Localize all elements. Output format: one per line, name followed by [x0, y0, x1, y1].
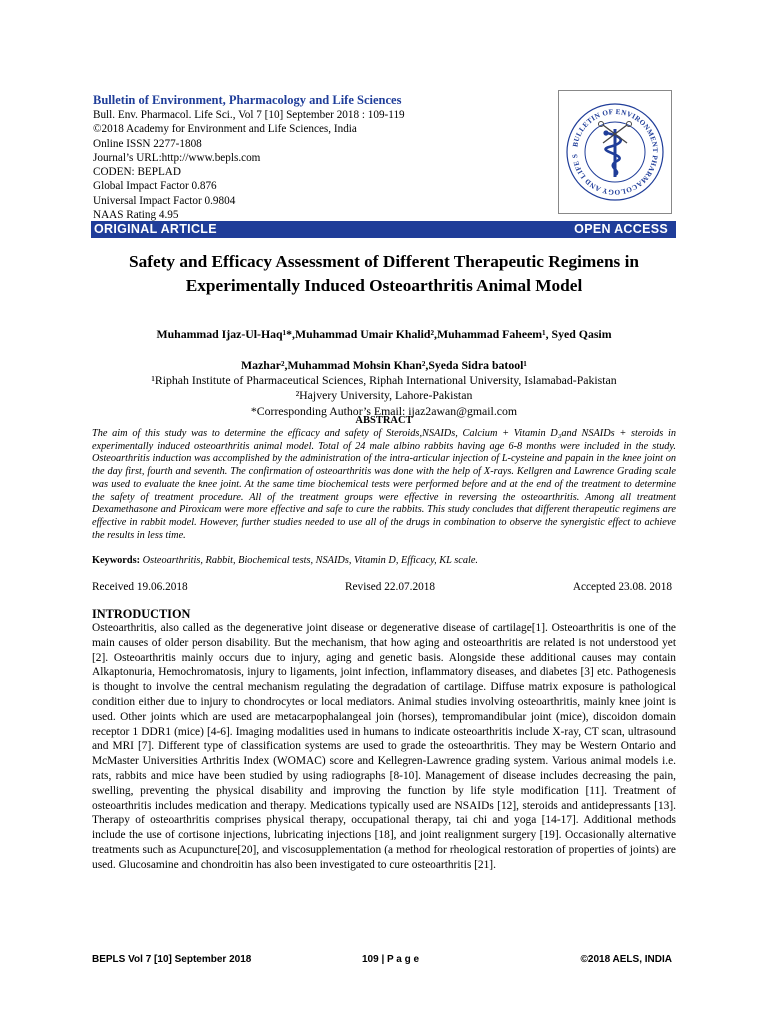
revised-date: Revised 22.07.2018 — [345, 581, 436, 593]
page-footer — [92, 954, 676, 968]
paper-title: Safety and Efficacy Assessment of Different Therapeutic Regimens in Experimentally Induced Osteoarthritis Animal Model — [128, 252, 640, 295]
copyright-line: ©2018 Academy for Environment and Life Sciences, India — [93, 123, 357, 136]
author-line: Muhammad Ijaz-Ul-Haq¹*,Muhammad Umair Khalid²,Muhammad Faheem¹, Syed Qasim — [156, 327, 612, 341]
original-article-label: ORIGINAL ARTICLE — [94, 222, 217, 236]
keywords-text: Osteoarthritis, Rabbit, Biochemical tests, NSAIDs, Vitamin D, Efficacy, KL scale. — [140, 555, 479, 566]
journal-info — [93, 108, 405, 222]
abstract-heading: ABSTRACT — [355, 415, 413, 426]
universal-impact-line: Universal Impact Factor 0.9804 — [93, 194, 236, 207]
affiliations — [92, 358, 676, 419]
issn-line: Online ISSN 2277-1808 — [93, 137, 202, 150]
footer-copyright: ©2018 AELS, INDIA — [580, 954, 672, 965]
page-number: 109 | P a g e — [362, 954, 420, 965]
author-line: Mazhar²,Muhammad Mohsin Khan²,Syeda Sidra batool¹ — [241, 358, 527, 372]
keywords-label: Keywords: — [92, 555, 141, 566]
journal-name: Bulletin of Environment, Pharmacology and Life Sciences — [93, 93, 402, 107]
affiliation-line: ²Hajvery University, Lahore-Pakistan — [295, 388, 473, 403]
article-type-banner — [91, 221, 676, 238]
keywords — [92, 555, 676, 566]
logo-seal-icon — [559, 91, 671, 213]
journal-logo — [558, 90, 672, 214]
abstract-text: The aim of this study was to determine the efficacy and safety of Steroids,NSAIDs, Calcium + Vitamin D₃and NSAIDs + steroids in experimentally induced osteoarthritis animal model. Total of 24 male albino rabbits having age 6-8 months were included in the study. Osteoarthritis induction was accomplished by the administration of the intra-articular injection of L-cysteine and papain in the knee joint on the day first, fourth and seventh. The confirmation of osteoarthritis was done with the help of X-rays. Kellgren and Lawrence Grading scale was used to evaluate the knee joint. At the same time biochemical tests were performed before and at the end of the treatment to determine the safety of treatment procedure. All of the treatment groups were effective in reversing the osteoarthritis. Among all treatment Dexamethasone and Piroxicam were more effective and safe to cure the rabbits. This study concludes that different therapeutic regimens are effective in rabbit model. However, further studies needed to use all of the drugs in combination to observe the synergistic effect to achieve the results in less time. — [92, 428, 676, 541]
citation-line: Bull. Env. Pharmacol. Life Sci., Vol 7 [10] September 2018 : 109-119 — [93, 109, 405, 121]
introduction-heading: INTRODUCTION — [92, 607, 191, 621]
open-access-label: OPEN ACCESS — [574, 222, 668, 236]
naas-rating-line: NAAS Rating 4.95 — [93, 209, 179, 222]
received-date: Received 19.06.2018 — [92, 581, 188, 593]
global-impact-line: Global Impact Factor 0.876 — [93, 180, 217, 193]
article-dates — [92, 581, 676, 595]
url-line: Journal’s URL:http://www.bepls.com — [93, 151, 261, 164]
corresponding-email: *Corresponding Author’s Email: ijaz2awan@gmail.com — [250, 403, 518, 418]
affiliation-line: ¹Riphah Institute of Pharmaceutical Sciences, Riphah International University, Islamabad-Pakistan — [151, 373, 617, 388]
introduction-text: Osteoarthritis, also called as the degenerative joint disease or degenerative disease of cartilage[1]. Osteoarthritis is one of the main causes of older person disability. But the mechanism, that how aging and osteoarthritis are related is not understood yet [2]. Osteoarthritis mainly occurs due to injury, aging and genetic basis. Alongside these additional causes may contain Alkaptonuria, Hemochromatosis, injury to ligaments, joint infection, inflammatory diseases, and diabetes [3] etc. Pathogenesis is thought to involve the central mechanism regulating the degradation of cartilage. Diffuse matrix exposure is pathological condition either due to injury to chondrocytes or local mediators. Animal studies involving osteoarthritis, mainly knee joint is used. Other joints which are used are metacarpophalangeal join (horses), tempromandibular joint (mice), discoidon domain receptor 1 DDR1 (mice) [4-6]. Imaging modalities used in humans to indicate osteoarthritis include X-ray, CT scan, ultrasound and MRI [7]. Different type of classification systems are used to grade the osteoarthritis. They may be Western Ontario and McMaster Universities Arthritis Index (WOMAC) score and Kellegren-Lawrence grading system. Various animal models i.e. rats, rabbits and mice have been studied by using radiographs [8-10]. Management of disease includes decreasing the pain, swelling, preventing the physical disability and improving the function by life style modification [11]. Treatment of osteoarthritis includes medication and therapy. Medications typically used are NSAIDs [12], steroids and antidepressants [13]. Therapy of osteoarthritis comprises physical therapy, occupational therapy, tai chi and yoga [14-17]. Additional methods include the use of cortisone injections, lubricating injections [18], and joint realignment surgery [19]. Occasionally alternative treatments such as Acupuncture[20], and viscosupplementation (a method for rheological restoration of properties of joints) are used. Glucosamine and chondroitin has also been investigated to cure osteoarthritis [21]. — [92, 622, 676, 871]
footer-journal: BEPLS Vol 7 [10] September 2018 — [92, 954, 252, 965]
svg-text:BULLETIN OF ENVIRONMENT PHARMA: BULLETIN OF ENVIRONMENT PHARMACOLOGY AND LIFE S — [570, 107, 660, 197]
coden-line: CODEN: BEPLAD — [93, 166, 181, 179]
accepted-date: Accepted 23.08. 2018 — [572, 581, 672, 593]
author-list — [100, 326, 668, 343]
